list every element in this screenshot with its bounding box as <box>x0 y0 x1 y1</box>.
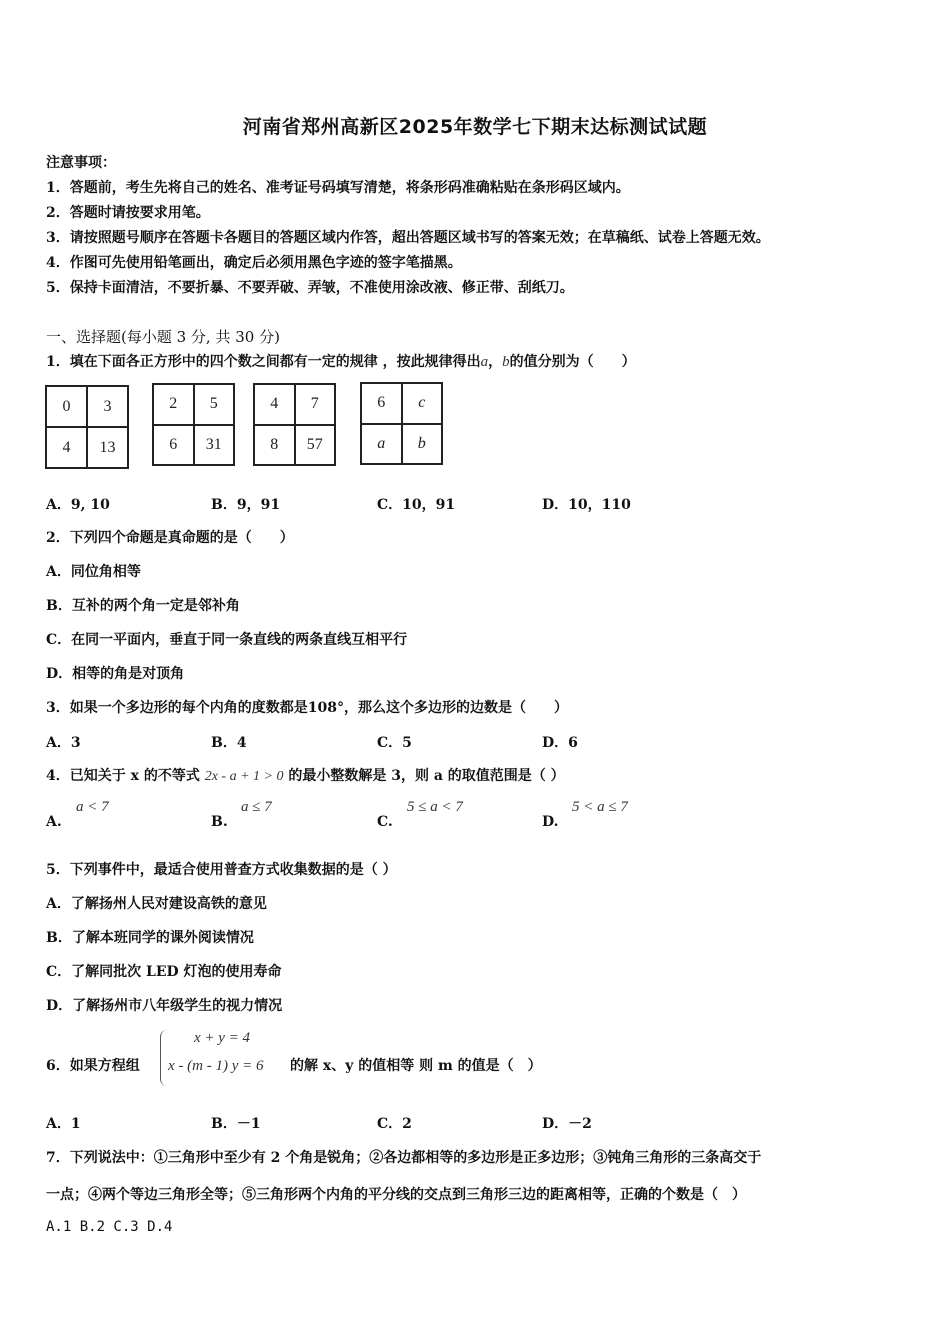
section-heading: 一、选择题(每小题 3 分, 共 30 分) <box>46 328 280 346</box>
notice-item: 2．答题时请按要求用笔。 <box>46 205 210 221</box>
square-cell: 4 <box>254 384 295 425</box>
notice-heading: 注意事项： <box>46 155 116 171</box>
option-c: C. <box>377 814 393 830</box>
square-cell: 7 <box>295 384 336 425</box>
option-a: A．同位角相等 <box>46 564 141 580</box>
option-d: D．了解扬州市八年级学生的视力情况 <box>46 998 283 1014</box>
notice-item: 4．作图可先使用铅笔画出，确定后必须用黑色字迹的签字笔描黑。 <box>46 255 462 271</box>
notice-item: 5．保持卡面清洁，不要折暴、不要弄破、弄皱，不准使用涂改液、修正带、刮纸刀。 <box>46 280 574 296</box>
square-cell: 13 <box>87 427 128 468</box>
option-c: C．10，91 <box>377 497 456 513</box>
option-d: D. <box>542 814 559 830</box>
square-cell: b <box>402 424 443 465</box>
number-square-3 <box>253 383 336 466</box>
square-cell: 8 <box>254 425 295 466</box>
question-7-options: A.1 B.2 C.3 D.4 <box>46 1219 173 1235</box>
number-square-4 <box>360 382 443 465</box>
option-d: D．相等的角是对顶角 <box>46 666 185 682</box>
square-cell: a <box>361 424 402 465</box>
square-cell: 3 <box>87 386 128 427</box>
option-a: A. <box>46 814 62 830</box>
equation-brace <box>160 1030 167 1086</box>
option-b: B. <box>211 814 228 830</box>
question-1-stem: 1．填在下面各正方形中的四个数之间都有一定的规律 ，按此规律得出a，b的值分别为（ ） <box>46 354 636 370</box>
option-a: A．3 <box>46 735 81 751</box>
option-c-formula: 5 ≤ a < 7 <box>407 799 463 815</box>
option-b: B．9，91 <box>211 497 281 513</box>
option-c: C．在同一平面内，垂直于同一条直线的两条直线互相平行 <box>46 632 408 648</box>
option-c: C．5 <box>377 735 412 751</box>
option-b: B．－1 <box>211 1116 261 1132</box>
notice-item: 1．答题前，考生先将自己的姓名、准考证号码填写清楚，将条形码准确粘贴在条形码区域内。 <box>46 180 630 196</box>
equation-2: x - (m - 1) y = 6 <box>168 1058 264 1074</box>
question-4-stem: 4．已知关于 x 的不等式 2x - a + 1 > 0 的最小整数解是 3，则 a 的取值范围是（ ） <box>46 768 565 784</box>
number-square-2 <box>152 383 235 466</box>
option-b-formula: a ≤ 7 <box>241 799 272 815</box>
square-cell: 6 <box>153 425 194 466</box>
square-cell: 31 <box>194 425 235 466</box>
option-d-formula: 5 < a ≤ 7 <box>572 799 628 815</box>
page-title: 河南省郑州高新区2025年数学七下期末达标测试试题 <box>242 116 708 138</box>
option-d: D．－2 <box>542 1116 592 1132</box>
option-c: C．了解同批次 LED 灯泡的使用寿命 <box>46 964 282 980</box>
question-7-line-2: 一点；④两个等边三角形全等；⑤三角形两个内角的平分线的交点到三角形三边的距离相等，正确的个数是（ ） <box>46 1187 746 1203</box>
square-cell: 2 <box>153 384 194 425</box>
option-d: D．10，110 <box>542 497 631 513</box>
option-a: A．了解扬州人民对建设高铁的意见 <box>46 896 267 912</box>
square-cell: 6 <box>361 383 402 424</box>
notice-item: 3．请按照题号顺序在答题卡各题目的答题区域内作答，超出答题区域书写的答案无效；在草稿纸、试卷上答题无效。 <box>46 230 770 246</box>
square-cell: 4 <box>46 427 87 468</box>
number-square-1 <box>45 385 129 469</box>
question-6-stem-b: 的解 x、y 的值相等 则 m 的值是（ ） <box>290 1058 542 1074</box>
question-3-stem: 3．如果一个多边形的每个内角的度数都是108°，那么这个多边形的边数是（ ） <box>46 700 568 716</box>
option-a: A．9, 10 <box>46 497 110 513</box>
inequality-formula: 2x - a + 1 > 0 <box>204 769 284 784</box>
equation-1: x + y = 4 <box>194 1030 251 1046</box>
square-cell: 0 <box>46 386 87 427</box>
question-2-stem: 2．下列四个命题是真命题的是（ ） <box>46 530 294 546</box>
option-a-formula: a < 7 <box>76 799 109 815</box>
square-cell: 5 <box>194 384 235 425</box>
option-c: C．2 <box>377 1116 412 1132</box>
option-a: A．1 <box>46 1116 81 1132</box>
question-5-stem: 5．下列事件中，最适合使用普查方式收集数据的是（ ） <box>46 862 397 878</box>
square-cell: c <box>402 383 443 424</box>
question-6-stem-a: 6．如果方程组 <box>46 1058 140 1074</box>
option-b: B．了解本班同学的课外阅读情况 <box>46 930 254 946</box>
question-7-line-1: 7．下列说法中：①三角形中至少有 2 个角是锐角；②各边都相等的多边形是正多边形；③钝角三角形的三条高交于 <box>46 1150 762 1166</box>
option-b: B．互补的两个角一定是邻补角 <box>46 598 240 614</box>
option-d: D．6 <box>542 735 578 751</box>
option-b: B．4 <box>211 735 247 751</box>
square-cell: 57 <box>295 425 336 466</box>
